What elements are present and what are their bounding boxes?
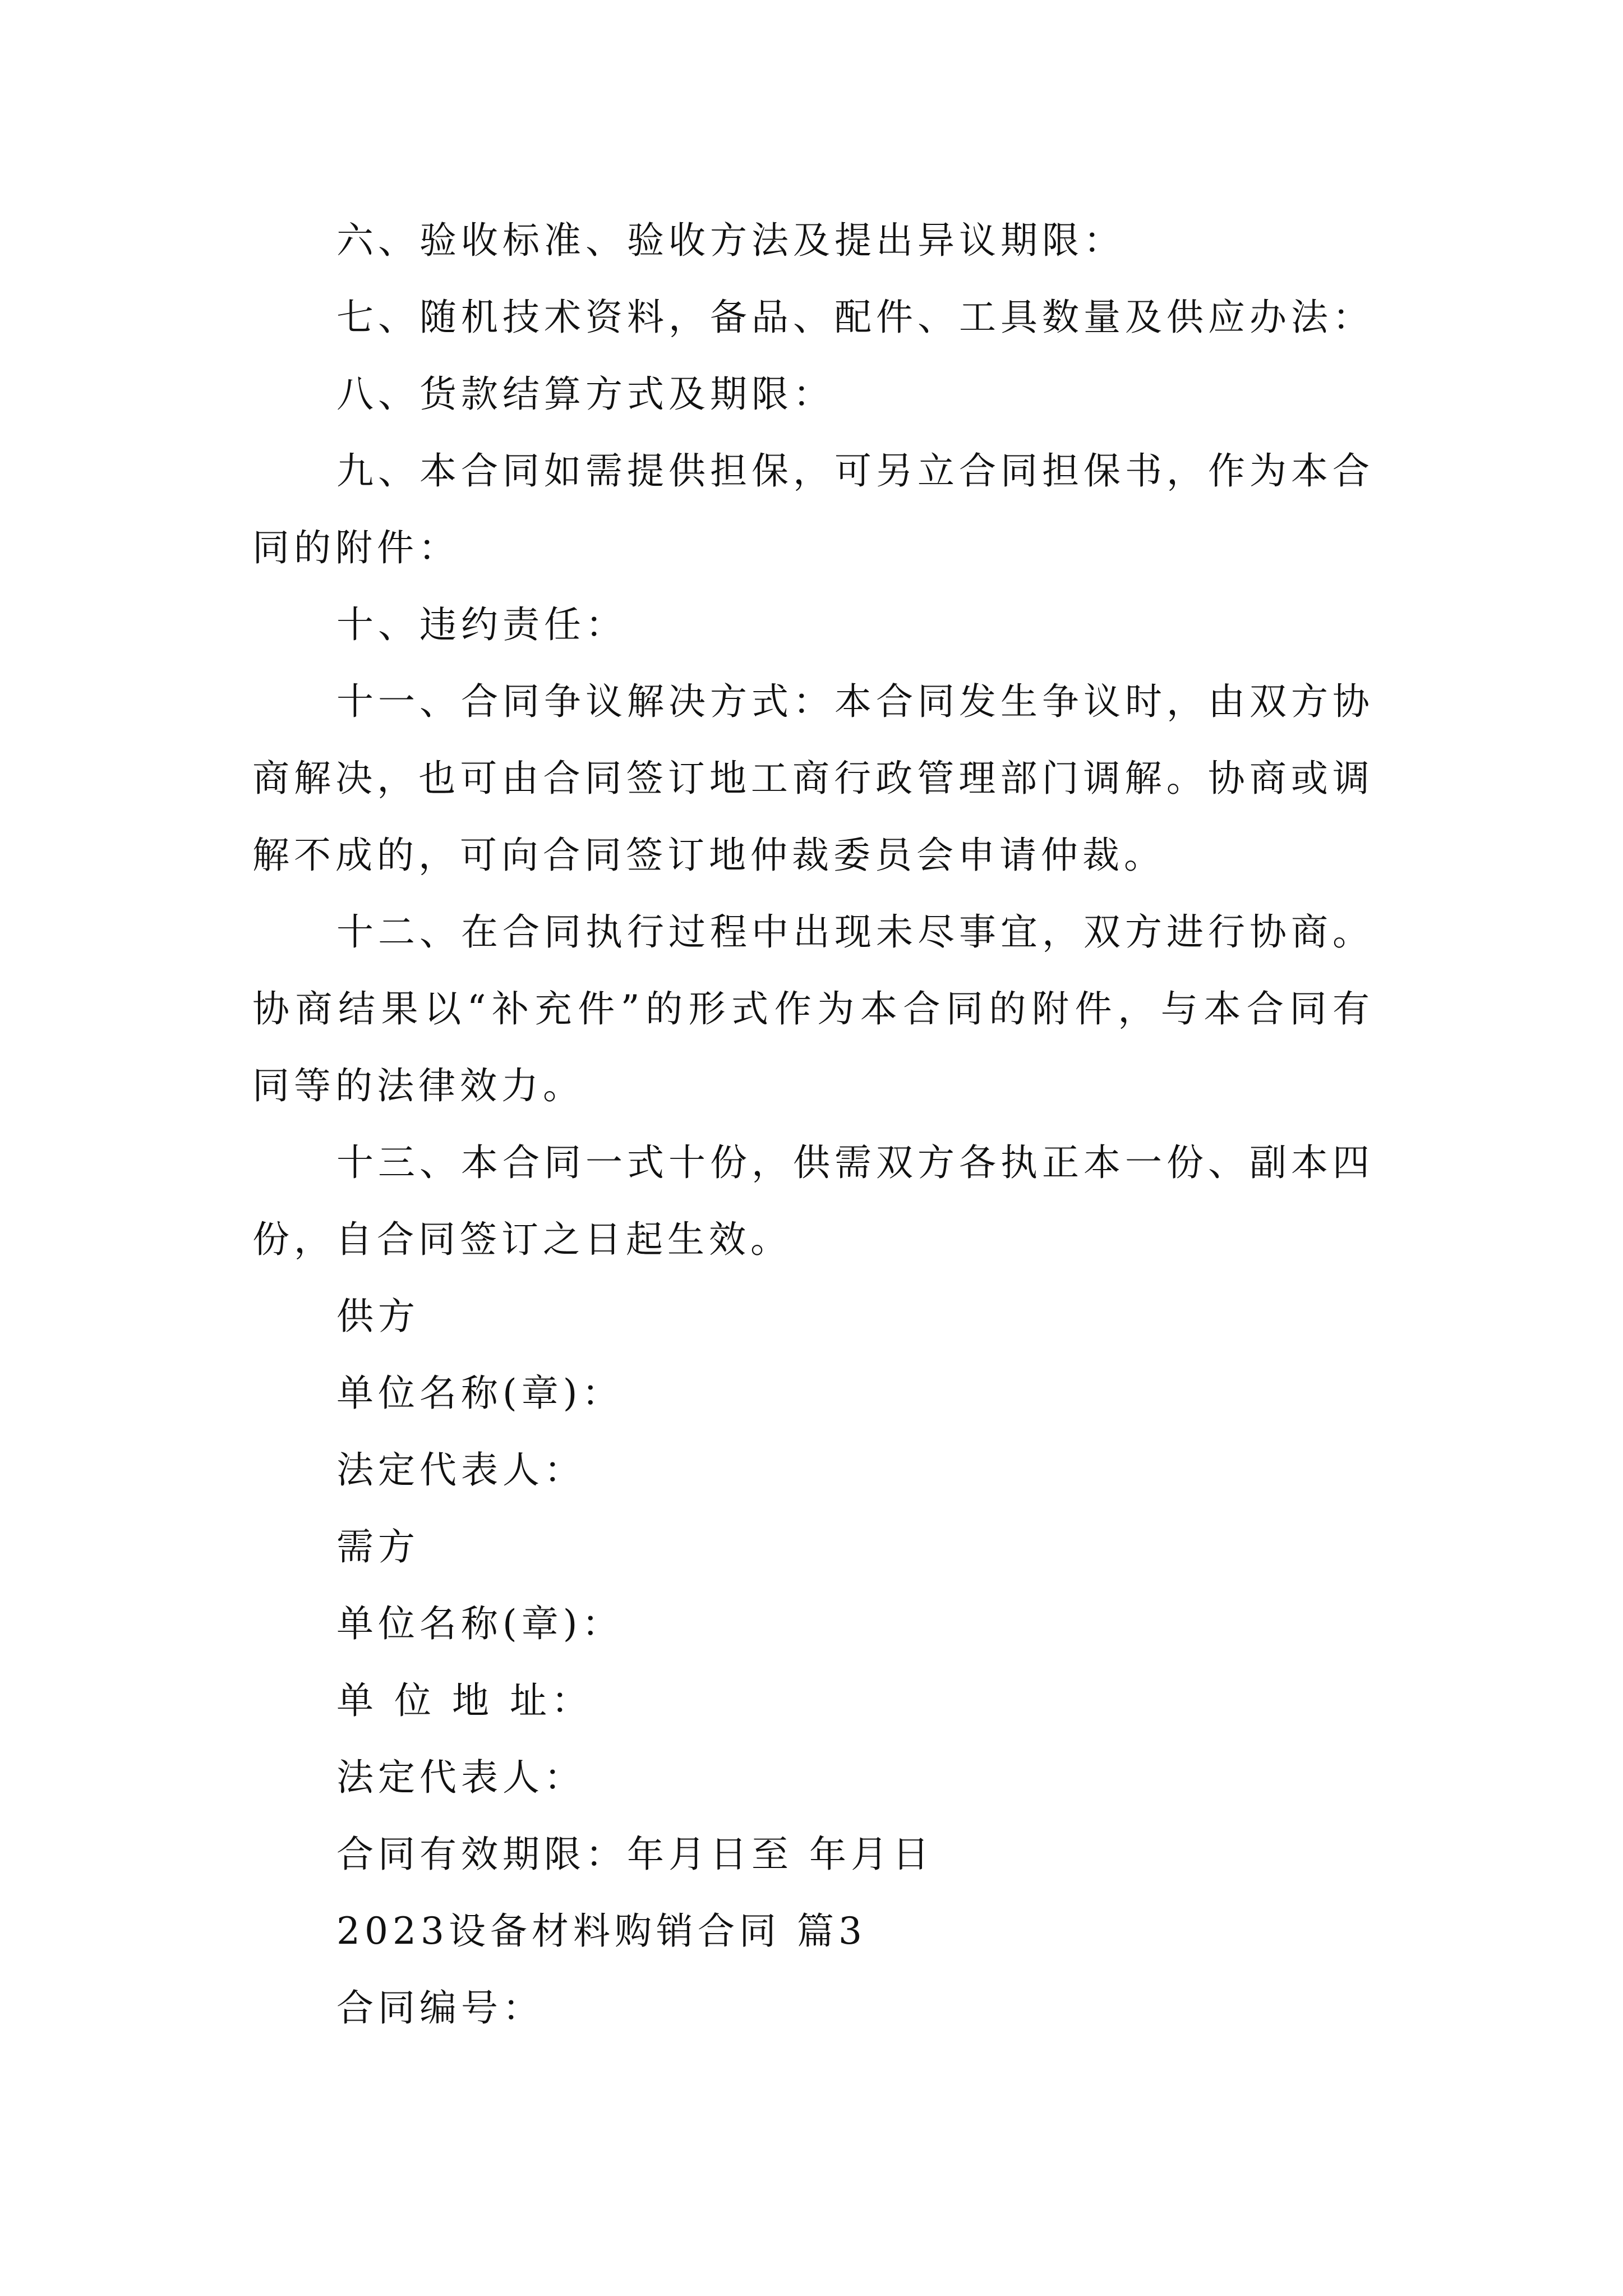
supplier-legal-representative: 法定代表人： xyxy=(336,1448,585,1492)
contract-number: 合同编号： xyxy=(336,1986,544,2030)
clause-dispute-resolution: 十一、合同争议解决方式：本合同发生争议时，由双方协商解决，也可由合同签订地工商行政管理部门调解。协商或调解不成的，可向合同签订地仲裁委员会申请仲裁。 xyxy=(252,680,1374,877)
supplier-heading: 供方 xyxy=(336,1295,419,1338)
clause-supplementary-matters: 十二、在合同执行过程中出现未尽事宜，双方进行协商。协商结果以“补充件”的形式作为本合同的附件，与本合同有同等的法律效力。 xyxy=(252,910,1374,1107)
clause-copies-effectiveness: 十三、本合同一式十份，供需双方各执正本一份、副本四份，自合同签订之日起生效。 xyxy=(252,1141,1374,1261)
buyer-unit-address: 单 位 地 址： xyxy=(336,1679,593,1722)
clause-technical-documents: 七、随机技术资料，备品、配件、工具数量及供应办法： xyxy=(336,296,1374,339)
contract-validity-period: 合同有效期限：年月日至 年月日 xyxy=(336,1833,934,1876)
clause-payment: 八、货款结算方式及期限： xyxy=(336,372,834,416)
clause-liability: 十、违约责任： xyxy=(336,603,627,646)
buyer-heading: 需方 xyxy=(336,1525,419,1568)
document-body xyxy=(252,202,1374,2046)
clause-guarantee: 九、本合同如需提供担保，可另立合同担保书，作为本合同的附件： xyxy=(252,449,1374,569)
clause-acceptance: 六、验收标准、验收方法及提出异议期限： xyxy=(336,219,1125,262)
buyer-legal-representative: 法定代表人： xyxy=(336,1756,585,1799)
section-title: 2023设备材料购销合同 篇3 xyxy=(336,1910,866,1953)
supplier-unit-name: 单位名称(章)： xyxy=(336,1372,624,1415)
buyer-unit-name: 单位名称(章)： xyxy=(336,1602,624,1645)
